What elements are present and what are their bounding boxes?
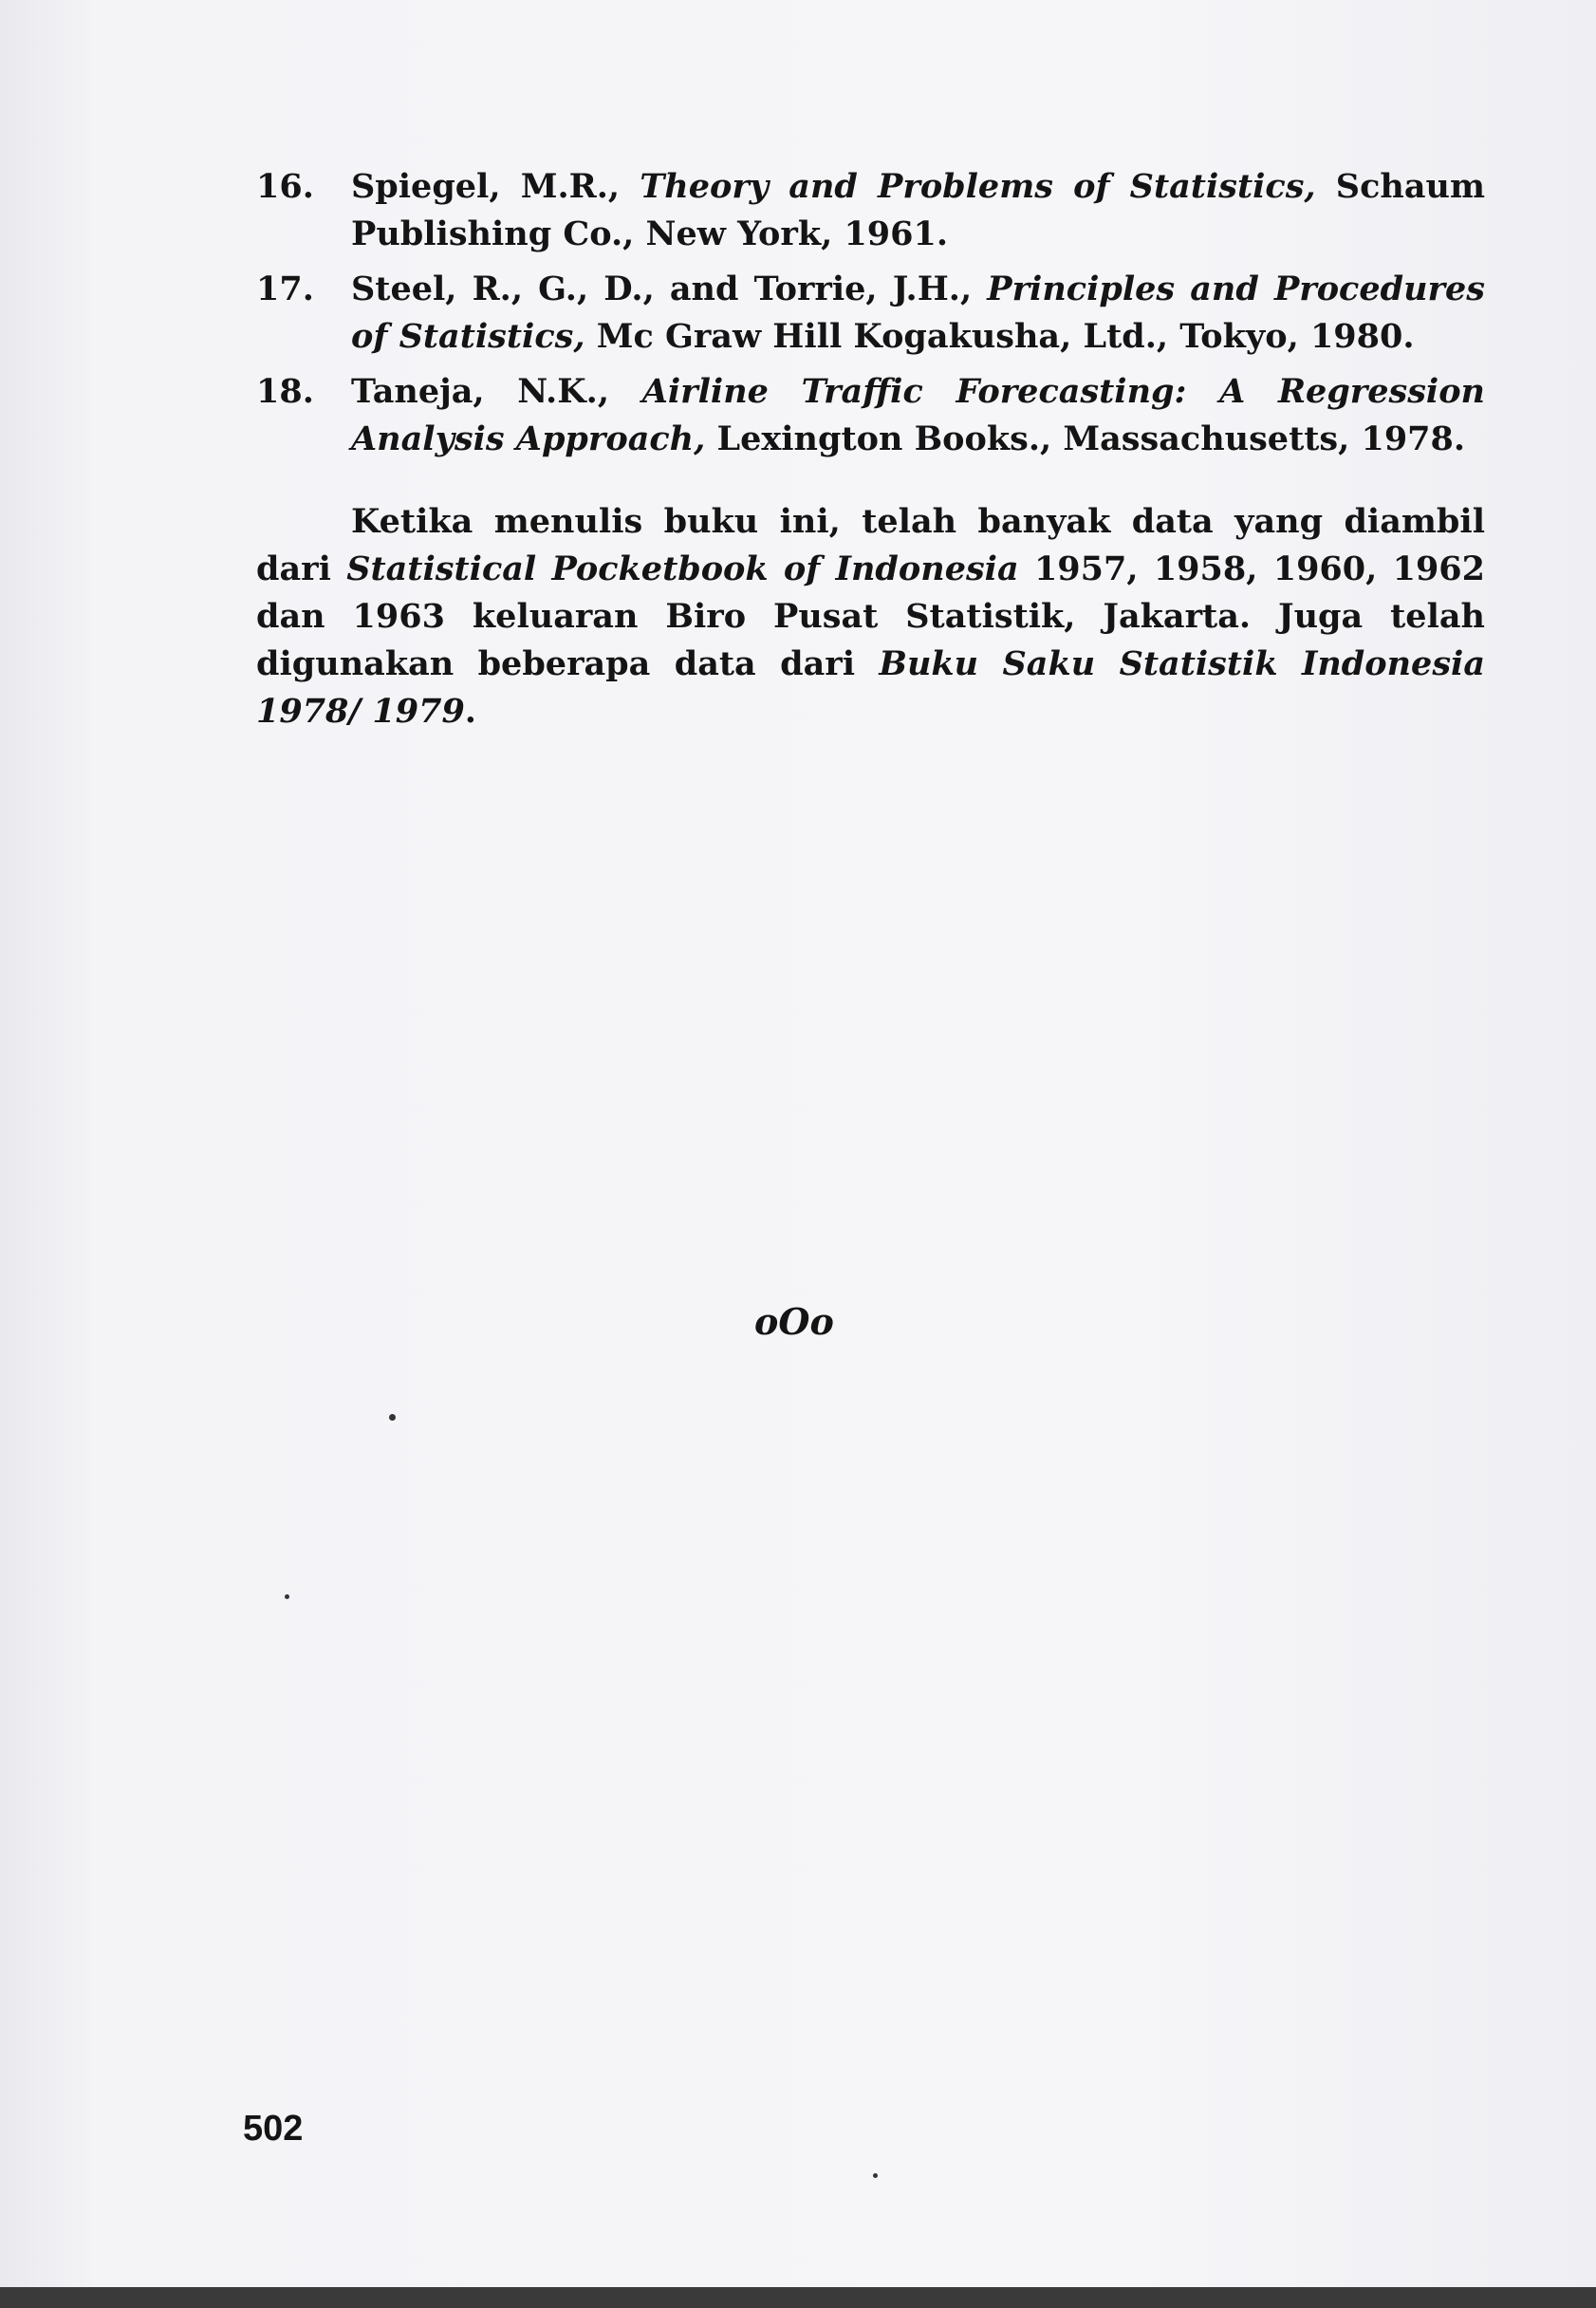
reference-publisher: Lexington Books., Massachusetts, 1978.	[705, 419, 1466, 458]
reference-author: Taneja, N.K.,	[351, 372, 642, 411]
note-text: Ketika menulis buku ini, telah banyak data yang diambil dari	[256, 502, 1485, 588]
paper-speck	[873, 2173, 878, 2178]
reference-text	[351, 368, 1485, 463]
reference-author: Steel, R., G., D., and Torrie, J.H.,	[351, 270, 988, 308]
reference-item	[256, 368, 1485, 463]
data-source-note	[256, 498, 1485, 735]
section-end-mark: oOo	[754, 1300, 834, 1343]
reference-text	[351, 163, 1485, 258]
reference-title: Theory and Problems of Statistics,	[640, 167, 1316, 206]
paper-speck	[285, 1594, 289, 1599]
page-number: 502	[243, 2109, 304, 2149]
reference-item	[256, 266, 1485, 361]
paper-speck	[389, 1414, 396, 1421]
reference-title: Airline Traffic Forecasting: A Regression Analysis Approach,	[351, 372, 1485, 458]
reference-number: 16.	[256, 167, 314, 206]
note-source-title: Buku Saku Statistik Indonesia 1978/ 1979	[256, 644, 1486, 731]
reference-text	[351, 266, 1485, 361]
note-source-title: Statistical Pocketbook of Indonesia	[346, 549, 1019, 588]
reference-publisher: Mc Graw Hill Kogakusha, Ltd., Tokyo, 1980.	[585, 317, 1415, 356]
reference-list	[256, 163, 1485, 471]
reference-title: Principles and Procedures of Statistics,	[351, 270, 1485, 356]
note-text: 1957, 1958, 1960, 1962 dan 1963 keluaran Biro Pusat Statistik, Jakarta. Juga telah digunakan beberapa data dari	[256, 549, 1486, 683]
reference-item	[256, 163, 1485, 258]
note-text: .	[464, 692, 476, 731]
reference-number: 17.	[256, 270, 314, 308]
reference-author: Spiegel, M.R.,	[351, 167, 640, 206]
reference-publisher: Schaum Publishing Co., New York, 1961.	[351, 167, 1485, 253]
page-bottom-edge	[0, 2287, 1596, 2308]
reference-number: 18.	[256, 372, 314, 411]
